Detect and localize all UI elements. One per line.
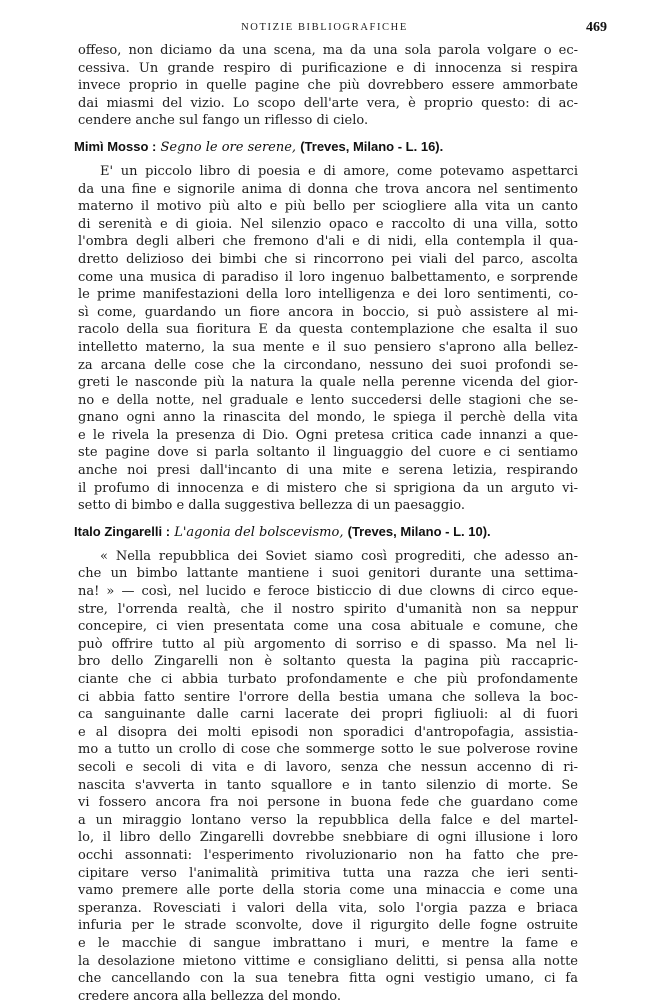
text-line: lo, il libro dello Zingarelli dovrebbe snebbiare di ogni illusione i loro [78, 830, 578, 846]
review-publisher: (Treves, Milano - L. 10). [347, 523, 491, 539]
text-line: greti le nasconde più la natura la quale nella perenne vicenda del gior- [78, 375, 578, 391]
text-line: no e della notte, nel graduale e lento succedersi delle stagioni che se- [78, 392, 578, 408]
review-heading [74, 523, 578, 542]
text-line: il profumo di innocenza e di mistero che si sprigiona da un arguto vi- [78, 480, 578, 496]
text-line: ca sanguinante dalle carni lacerate dei propri figliuoli: al di fuori [78, 707, 578, 723]
text-line: di serenità e di gioia. Nel silenzio opaco e raccolto di una villa, sotto [78, 216, 578, 232]
text-line: credere ancora alla bellezza del mondo. [78, 988, 342, 1004]
text-line: infuria per le strade sconvolte, dove il rigurgito delle fogne ostruite [78, 918, 578, 934]
text-line: può offrire tutto al più argomento di sorriso e di spasso. Ma nel li- [78, 636, 578, 652]
text-line: offeso, non diciamo da una scena, ma da una sola parola volgare o ec- [78, 43, 578, 58]
review-author: Mimì Mosso : [74, 138, 157, 154]
text-line: come una musica di paradiso il loro ingenuo balbettamento, e sorprende [78, 269, 578, 285]
text-line: vi fossero ancora fra noi persone in buona fede che guardano come [78, 795, 578, 811]
text-line: occhi assonnati: l'esperimento rivoluzionario non ha fatto che pre- [78, 847, 578, 863]
text-line: materno il motivo più alto e più bello per sciogliere alla vita un canto [78, 199, 578, 215]
text-line: e al disopra dei molti episodi non sporadici d'antropofagia, assistia- [78, 724, 578, 740]
text-line: a un miraggio lontano verso la repubblica della falce e del martel- [78, 812, 578, 828]
review-body [78, 163, 578, 515]
text-line: cipitare verso l'animalità primitiva tutta una razza che ieri senti- [78, 865, 578, 881]
text-line: intelletto materno, la sua mente e il suo pensiero s'aprono alla bellez- [78, 339, 578, 355]
text-line: dai miasmi del vizio. Lo scopo dell'arte vera, è proprio questo: di ac- [78, 95, 578, 111]
text-line: concepire, ci vien presentata come una cosa abituale e comune, che [78, 619, 578, 635]
review-title: Segno le ore serene, [160, 139, 297, 155]
text-line: le prime manifestazioni della loro intelligenza e dei loro sentimenti, co- [78, 287, 578, 303]
text-line: secoli e secoli di vita e di lavoro, senza che nessun accenno di ri- [78, 759, 578, 775]
text-line: sì come, guardando un fiore ancora in boccio, si può assistere al mi- [78, 304, 578, 320]
text-line: speranza. Rovesciati i valori della vita, solo l'orgia pazza e briaca [78, 900, 578, 916]
text-line: da una fine e signorile anima di donna che trova ancora nel sentimento [78, 181, 578, 197]
text-line: dretto delizioso dei bimbi che si rincorrono pei viali del parco, ascolta [78, 251, 578, 267]
text-line: e le rivela la presenza di Dio. Ogni pretesa critica cade innanzi a que- [78, 427, 578, 443]
review-heading [74, 138, 578, 157]
review-body [78, 548, 578, 1005]
text-line: mo a tutto un crollo di cose che sommerge sotto le sue polverose rovine [78, 742, 578, 758]
text-line: la desolazione mietono vittime e consigliano delitti, si pensa alla notte [78, 953, 578, 969]
text-line: invece proprio in quelle pagine che più dovrebbero essere ammorbate [78, 78, 578, 94]
text-line: nascita s'avverta in tanto squallore e in tanto silenzio di morte. Se [78, 777, 578, 793]
review-author: Italo Zingarelli : [74, 523, 171, 539]
page-number: 469 [586, 20, 607, 35]
text-line: gnano ogni anno la rinascita del mondo, le spiega il perchè della vita [78, 410, 578, 426]
text-line: E' un piccolo libro di poesia e di amore, come potevamo aspettarci [100, 163, 578, 179]
text-line: e le macchie di sangue imbrattano i muri, e mentre la fame e [78, 935, 578, 951]
page-header [0, 20, 649, 42]
text-line: che un bimbo lattante mantiene i suoi genitori durante una settima- [78, 566, 578, 582]
text-line: za arcana delle cose che la circondano, nessuno dei suoi profondi se- [78, 357, 578, 373]
text-line: anche noi presi dall'incanto di una mite e serena letizia, respirando [78, 463, 578, 479]
text-line: bro dello Zingarelli non è soltanto questa la pagina più raccapric- [78, 654, 578, 670]
text-line: stre, l'orrenda realtà, che il nostro spirito d'umanità non sa neppur [78, 601, 578, 617]
running-title: NOTIZIE BIBLIOGRAFICHE [241, 22, 408, 33]
text-line: ciante che ci abbia turbato profondamente e che più profondamente [78, 672, 578, 687]
text-line: ci abbia fatto sentire l'orrore della bestia umana che solleva la boc- [78, 689, 578, 705]
text-line: cendere anche sul fango un riflesso di cielo. [78, 113, 369, 129]
text-line: ste pagine dove si parla soltanto il linguaggio del cuore e ci sentiamo [78, 445, 578, 461]
text-line: vamo premere alle porte della storia come una minaccia e come una [78, 883, 578, 899]
text-line: setto di bimbo e dalla suggestiva bellezza di un paesaggio. [78, 498, 466, 514]
text-line: « Nella repubblica dei Soviet siamo così progrediti, che adesso an- [100, 548, 578, 564]
review-publisher: (Treves, Milano - L. 16). [300, 138, 444, 154]
body-text [74, 42, 578, 1005]
text-line: che cancellando con la sua tenebra fitta ogni vestigio umano, ci fa [78, 971, 578, 987]
text-line: racolo della sua fioritura E da questa contemplazione che esalta il suo [78, 322, 578, 338]
intro-paragraph [78, 42, 578, 130]
text-line: na! » — così, nel lucido e feroce bisticcio di due clowns di circo eque- [78, 584, 578, 600]
text-line: l'ombra degli alberi che fremono d'ali e di nidi, ella contempla il qua- [78, 234, 578, 250]
text-line: cessiva. Un grande respiro di purificazione e di innocenza si respira [78, 60, 578, 76]
review-title: L'agonia del bolscevismo, [174, 524, 344, 540]
